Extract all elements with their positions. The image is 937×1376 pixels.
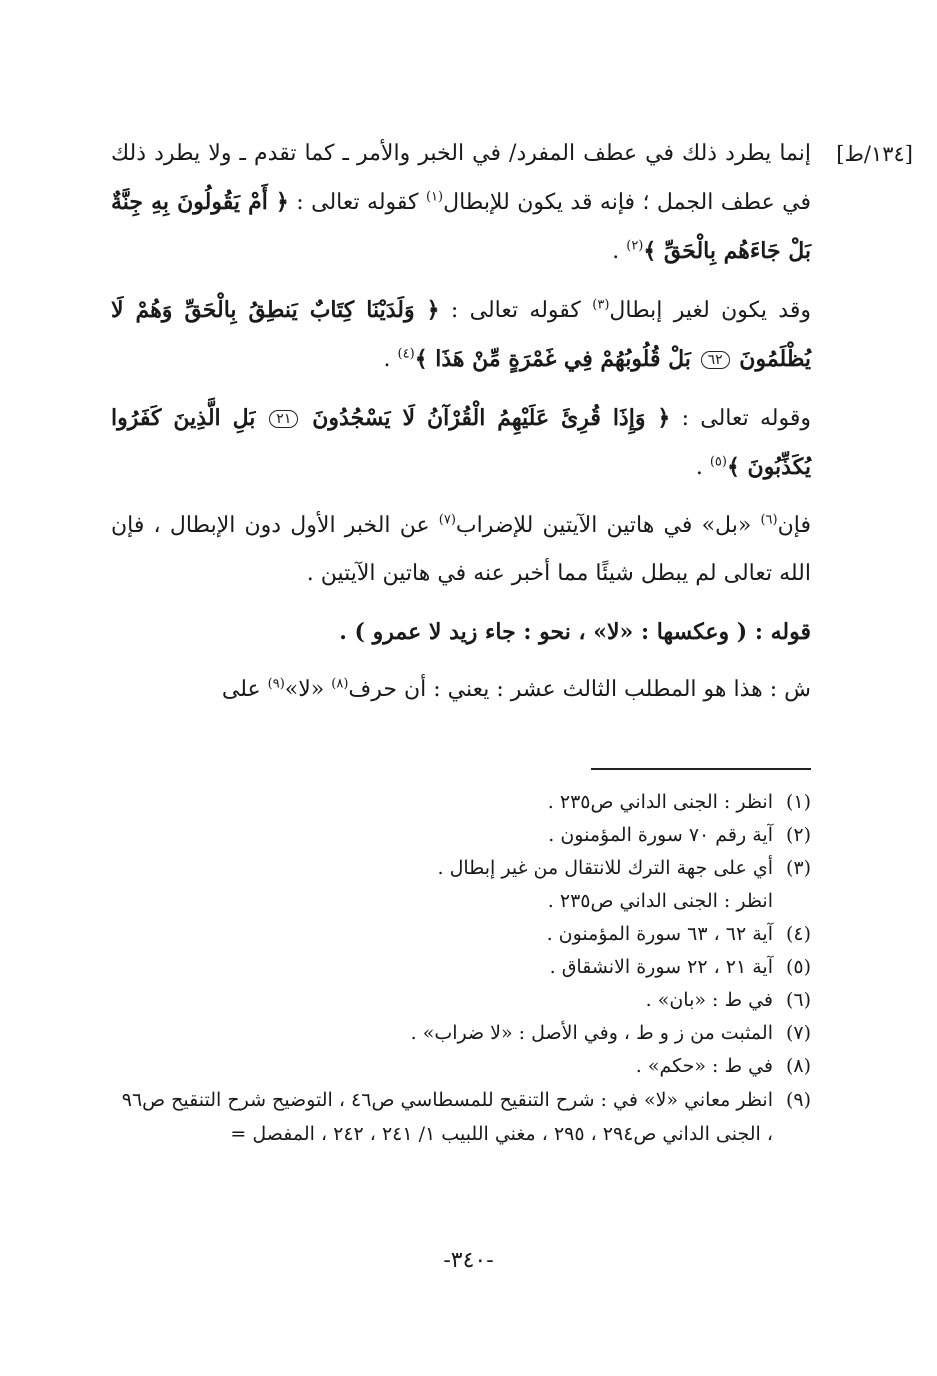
footnote-text: انظر معاني «لا» في : شرح التنقيح للمسطاسي ص٤٦ ، التوضيح شرح التنقيح ص٩٦ ، الجنى الداني ص٢٩٤ ، ٢٩٥ ، مغني اللبيب ١/ ٢٤١ ، ٢٤٢ ، المفصل = <box>121 1089 773 1145</box>
text-segment: . <box>383 347 398 372</box>
footnote-text: آية رقم ٧٠ سورة المؤمنون . <box>548 824 773 846</box>
text-segment: كقوله تعالى : <box>439 298 593 323</box>
verse-number-marker: ٦٢ <box>701 351 730 369</box>
footnote-continuation: انظر : الجنى الداني ص٢٣٥ . <box>547 890 773 912</box>
footnote-item <box>111 1050 811 1083</box>
paragraph-4 <box>111 502 811 598</box>
text-segment: وقد يكون لغير إبطال <box>609 298 811 323</box>
footnote-ref: (٣) <box>592 297 610 313</box>
sharh-text-a: ش : هذا هو المطلب الثالث عشر : يعني : أن حرف <box>348 677 811 702</box>
page-number: -٣٤٠- <box>443 1248 494 1273</box>
footnote-number: (٥) <box>785 956 811 978</box>
quran-quote: بَلِ الَّذِينَ كَفَرُوا يُكَذِّبُونَ ﴾ <box>111 405 811 480</box>
sharh-text-b: «لا» <box>284 677 332 702</box>
footnote-text: أي على جهة الترك للانتقال من غير إبطال . <box>437 857 773 879</box>
footnote-ref-9: (٩) <box>267 676 285 692</box>
footnote-number: (٤) <box>785 923 811 945</box>
footnote-number: (٩) <box>785 1089 811 1111</box>
footnote-text: في ط : «حكم» . <box>635 1055 773 1077</box>
footnote-number: (٢) <box>785 824 811 846</box>
footnote-ref: (١) <box>425 189 444 205</box>
verse-number-marker: ٢١ <box>269 410 298 428</box>
text-segment: وقوله تعالى : <box>670 406 811 431</box>
footnote-number: (٦) <box>785 989 811 1011</box>
quran-quote: بَلْ قُلُوبُهُمْ فِي غَمْرَةٍ مِّنْ هَذَا ﴾ <box>414 346 699 372</box>
footnote-number: (٧) <box>785 1022 811 1044</box>
footnote-text: في ط : «بان» . <box>645 989 773 1011</box>
sharh-text-c: على <box>221 677 268 702</box>
footnote-item <box>111 984 811 1017</box>
matn-text: قوله : ( وعكسها : «لا» ، نحو : جاء زيد لا عمرو ) . <box>339 619 811 645</box>
footnote-ref-8: (٨) <box>331 676 349 692</box>
footnote-item <box>111 951 811 984</box>
main-text <box>111 130 811 724</box>
paragraph-2 <box>111 286 811 384</box>
sharh-line <box>111 666 811 714</box>
text-segment: . <box>612 239 627 264</box>
paragraph-1 <box>111 130 811 276</box>
footnote-ref: (٥) <box>709 454 727 470</box>
footnote-ref: (٤) <box>397 346 415 362</box>
footnote-item <box>111 786 811 819</box>
quran-quote: ﴿ أَمْ يَقُولُونَ بِهِ جِنَّةٌ بَلْ جَاءَهُم بِالْحَقِّ ﴾ <box>111 189 811 264</box>
matn-line <box>111 608 811 656</box>
footnote-text: انظر : الجنى الداني ص٢٣٥ . <box>547 791 773 813</box>
footnote-text: المثبت من ز و ط ، وفي الأصل : «لا ضراب» . <box>410 1022 773 1044</box>
text-segment: كقوله تعالى : <box>288 190 426 215</box>
text-segment: عن الخبر الأول دون الإبطال ، فإن الله تعالى لم يبطل شيئًا مما أخبر عنه في هاتين الآيتين . <box>111 513 811 586</box>
text-segment: إنما يطرد ذلك في عطف المفرد/ في الخبر والأمر ـ كما تقدم ـ ولا يطرد ذلك في عطف الجمل ؛ فإنه قد يكون للإبطال <box>111 141 812 215</box>
footnote-number: (٨) <box>785 1055 811 1077</box>
footnote-item <box>111 1083 811 1151</box>
quran-quote: ﴿ وَلَدَيْنَا كِتَابٌ يَنطِقُ بِالْحَقِّ وَهُمْ لَا يُظْلَمُونَ <box>111 297 811 372</box>
footnote-ref: (٧) <box>438 512 456 528</box>
footnote-text: آية ٢١ ، ٢٢ سورة الانشقاق . <box>549 956 773 978</box>
footnote-separator <box>591 768 811 770</box>
footnote-ref: (٦) <box>760 512 778 528</box>
footnote-item <box>111 1017 811 1050</box>
footnote-text: آية ٦٢ ، ٦٣ سورة المؤمنون . <box>546 923 773 945</box>
footnote-item <box>111 852 811 885</box>
quran-quote: ﴿ وَإِذَا قُرِئَ عَلَيْهِمُ الْقُرْآنُ لَا يَسْجُدُونَ <box>300 405 671 431</box>
text-segment: فإن <box>777 513 811 538</box>
footnote-number: (١) <box>785 791 811 813</box>
footnote-item <box>111 918 811 951</box>
footnote-number: (٣) <box>785 857 811 879</box>
text-segment: . <box>695 455 710 480</box>
paragraph-3 <box>111 394 811 492</box>
footnote-ref: (٢) <box>626 238 644 254</box>
footnote-item <box>111 819 811 852</box>
text-segment: «بل» في هاتين الآيتين للإضراب <box>455 513 761 538</box>
margin-folio-note: [١٣٤/ط] <box>836 142 913 166</box>
footnotes <box>111 786 811 1151</box>
